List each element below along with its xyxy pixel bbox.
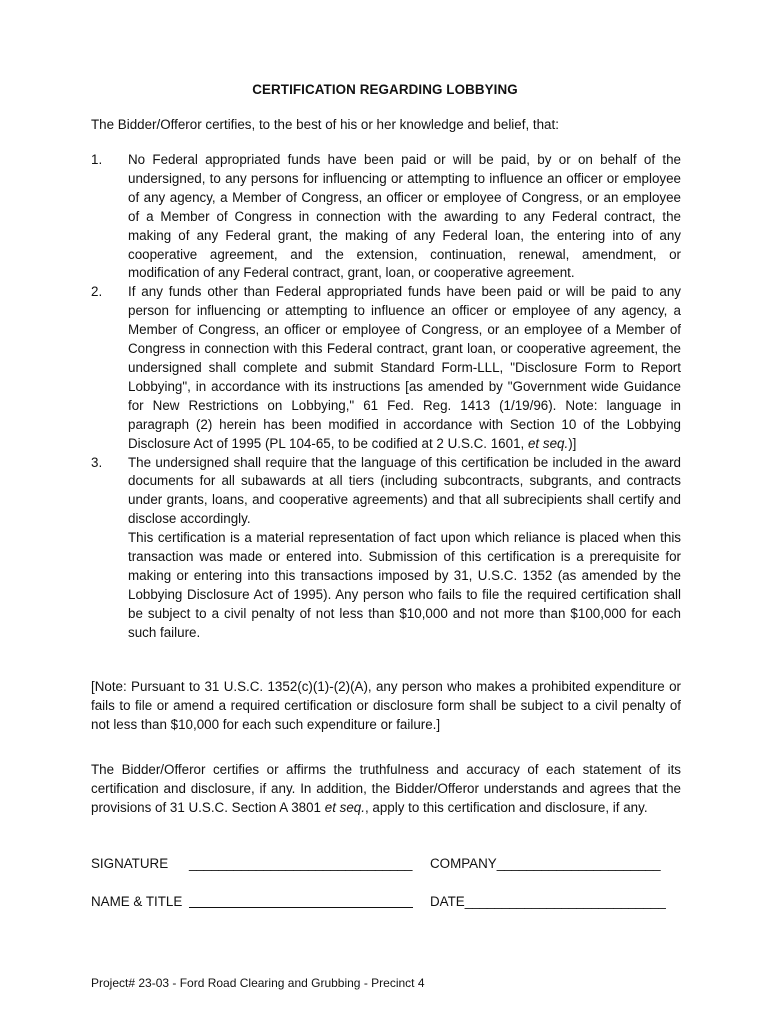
list-item-number: 3.: [91, 454, 103, 470]
list-item-text-end: )]: [568, 435, 577, 451]
closing-italic-text: et seq.: [324, 800, 365, 815]
note-paragraph: [Note: Pursuant to 31 U.S.C. 1352(c)(1)-(2)(A), any person who makes a prohibited expenditure or fails to file or amend a required certification or disclosure form shall be subject to a civil penalty of not less than $10,000 for each such expenditure or failure.]: [91, 679, 681, 732]
list-item: [91, 454, 681, 643]
list-item-number: 2.: [91, 284, 103, 300]
closing-text-after: , apply to this certification and disclosure, if any.: [364, 800, 648, 815]
list-item-number: 1.: [91, 152, 103, 167]
list-item-italic-text: et seq.: [527, 435, 569, 451]
company-field[interactable]: COMPANY______________________: [430, 856, 661, 871]
list-item-text: If any funds other than Federal appropriated funds have been paid or will be paid to any person for influencing or attempting to influence an officer or employee of any agency, a Member of Congress, an officer or employee of Congress, or an employee of a Member of Congress in connection with this Federal contract, grant loan, or cooperative agreement, the undersigned shall complete and submit Standard Form-LLL, "Disclosure Form to Report Lobbying", in accordance with its instructions [as amended by "Government wide Guidance for New Restrictions on Lobbying," 61 Fed. Reg. 1413 (1/19/96). Note: language in paragraph (2) herein has been modified in accordance with Section 10 of the Lobbying Disclosure Act of 1995 (PL 104-65, to be codified at 2 U.S.C. 1601,: [128, 284, 681, 451]
document-title: CERTIFICATION REGARDING LOBBYING: [252, 82, 518, 97]
list-item-text: No Federal appropriated funds have been paid or will be paid, by or on behalf of the undersigned, to any persons for influencing or attempting to influence an officer or employee of any agency, a Member of Congress, an officer or employee of Congress, or an employee of a Member of Congress in connection with the awarding to any Federal contract, the making of any Federal grant, the making of any Federal loan, the entering into of any cooperative agreement, and the extension, continuation, renewal, amendment, or modification of any Federal contract, grant, loan, or cooperative agreement.: [128, 152, 681, 281]
closing-paragraph: [91, 760, 681, 817]
signature-label: SIGNATURE: [91, 856, 169, 871]
signature-row: [91, 854, 691, 874]
name-date-row: [91, 892, 691, 912]
closing-text-before: The Bidder/Offeror certifies or affirms the truthfulness and accuracy of each statement of its certification and disclosure, if any. In addition, the Bidder/Offeror understands and agrees that the provisions of 31 U.S.C. Section A 3801: [91, 762, 681, 815]
list-item-text-wrapper: [128, 283, 681, 453]
date-field[interactable]: DATE___________________________: [430, 894, 666, 909]
name-title-label: NAME & TITLE: [91, 894, 183, 909]
list-item: [91, 283, 681, 453]
list-item-text: The undersigned shall require that the language of this certification be included in the award documents for all subawards at all tiers (including subcontracts, subgrants, and contracts under grants, loans, and cooperative agreements) and that all subrecipients shall certify and disclose accordingly.: [128, 454, 681, 527]
signature-field[interactable]: ______________________________: [189, 856, 413, 871]
list-item-extra-paragraph: This certification is a material representation of fact upon which reliance is placed when this transaction was made or entered into. Submission of this certification is a prerequisite for making or entering into this transactions imposed by 31, U.S.C. 1352 (as amended by the Lobbying Disclosure Act of 1995). Any person who fails to file the required certification shall be subject to a civil penalty of not less than $10,000 and not more than $100,000 for each such failure.: [128, 530, 681, 640]
intro-paragraph: The Bidder/Offeror certifies, to the best of his or her knowledge and belief, that:: [91, 117, 559, 132]
numbered-list: [91, 151, 681, 643]
page-footer: Project# 23-03 - Ford Road Clearing and Grubbing - Precinct 4: [91, 976, 425, 990]
name-title-field[interactable]: [189, 907, 413, 908]
list-item: [91, 151, 681, 283]
